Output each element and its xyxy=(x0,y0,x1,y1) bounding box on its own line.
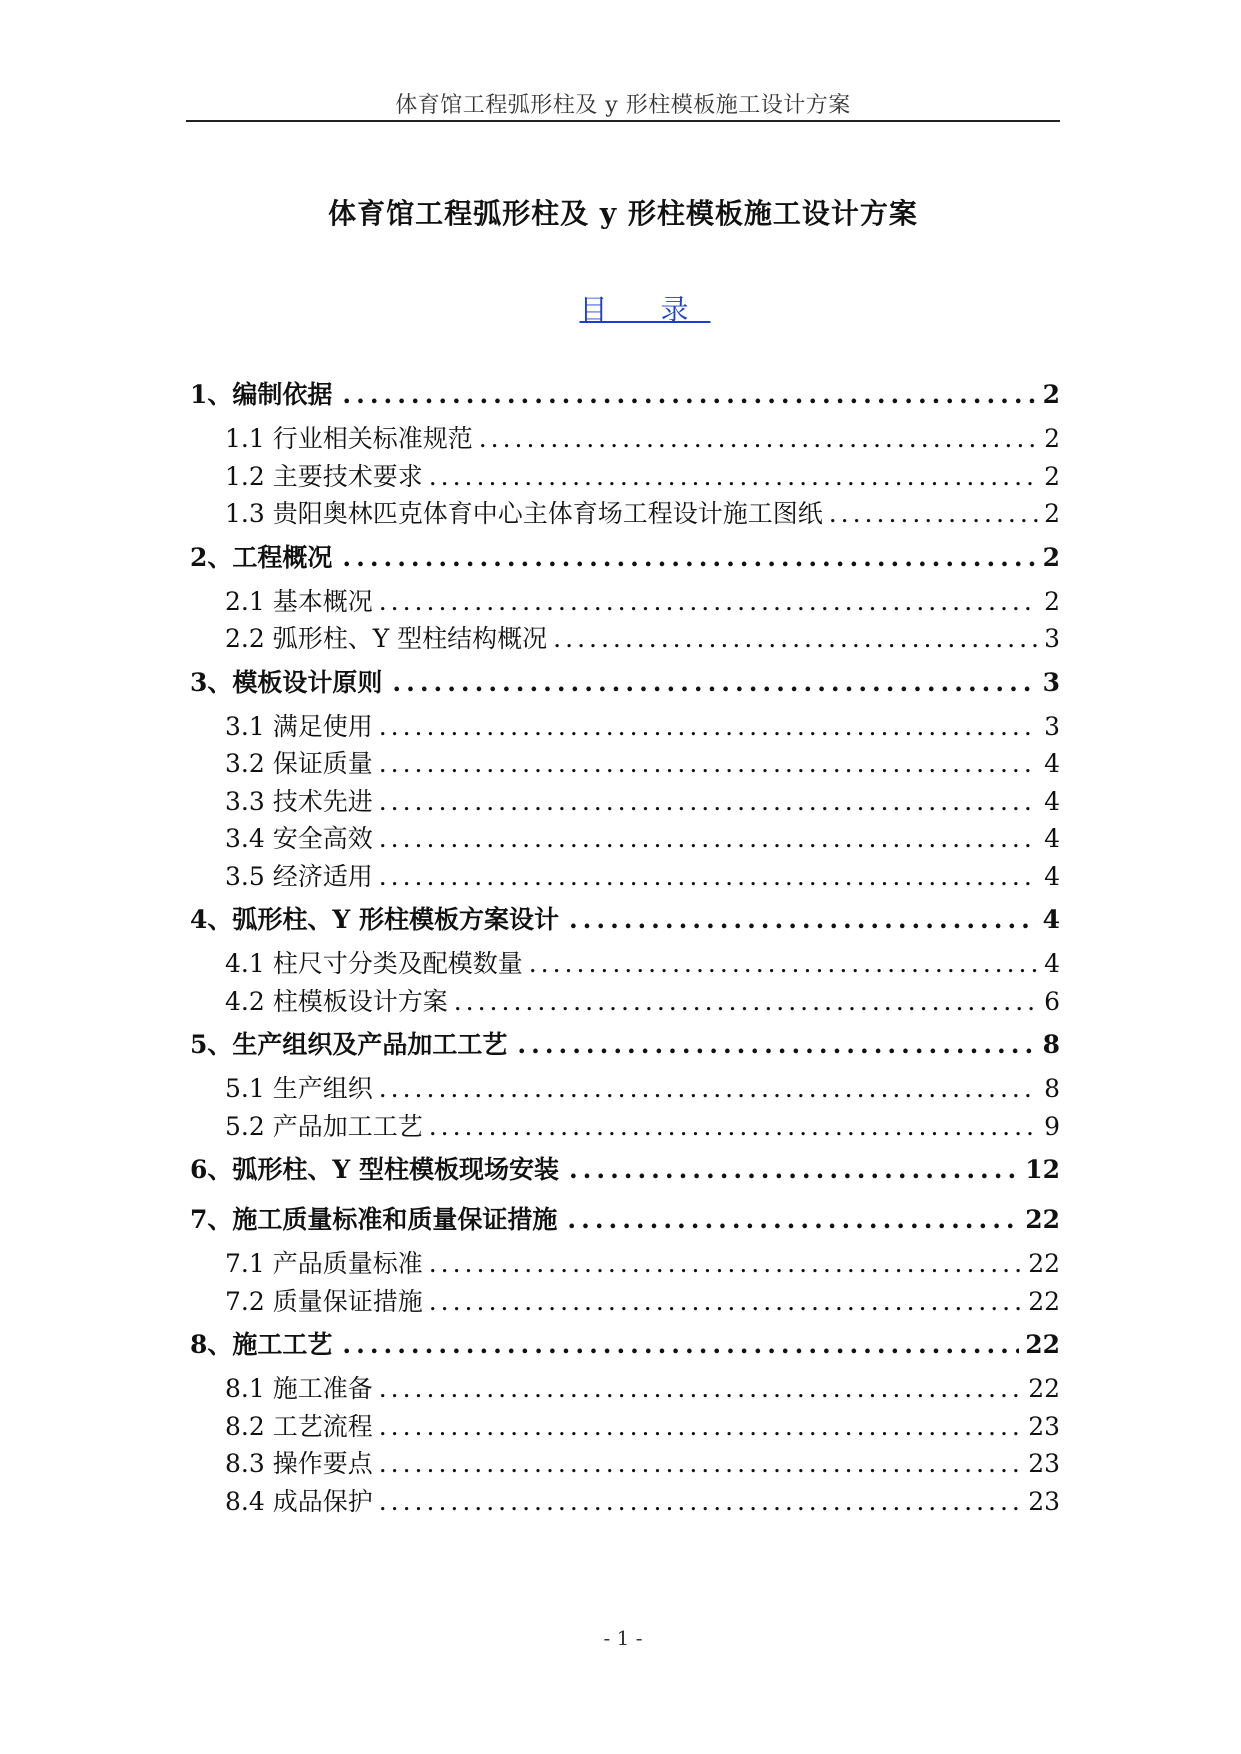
dot-leader xyxy=(342,370,1036,420)
toc-chapter-entry[interactable] xyxy=(186,658,1060,708)
toc-entry-label: 4.2 柱模板设计方案 xyxy=(225,986,448,1016)
toc-entry-label: 7.2 质量保证措施 xyxy=(225,1286,423,1316)
toc-page-number: 4 xyxy=(1044,824,1060,853)
toc-entry-label: 2.1 基本概况 xyxy=(225,586,373,616)
toc-page-number: 23 xyxy=(1028,1449,1060,1478)
toc-page-number: 4 xyxy=(1044,786,1060,816)
toc-chapter-entry[interactable] xyxy=(186,1020,1060,1070)
toc-page-number: 2 xyxy=(1042,542,1060,572)
toc-chapter-entry[interactable] xyxy=(186,1195,1060,1245)
header-rule xyxy=(186,120,1060,122)
dot-leader xyxy=(379,583,1038,621)
table-of-contents xyxy=(186,370,1060,1520)
toc-entry-label: 7.1 产品质量标准 xyxy=(225,1249,423,1278)
toc-page-number: 23 xyxy=(1028,1486,1060,1516)
toc-page-number: 22 xyxy=(1028,1286,1060,1316)
toc-entry-label: 7、施工质量标准和质量保证措施 xyxy=(190,1205,558,1234)
toc-page-number: 3 xyxy=(1042,667,1060,697)
dot-leader xyxy=(379,783,1038,821)
toc-page-number: 9 xyxy=(1044,1111,1060,1141)
toc-entry-label: 3.4 安全高效 xyxy=(225,824,373,853)
toc-page-number: 4 xyxy=(1044,861,1060,891)
dot-leader xyxy=(379,1483,1022,1521)
toc-entry-label: 1.2 主要技术要求 xyxy=(225,461,423,491)
toc-section-entry[interactable] xyxy=(186,783,1060,821)
toc-chapter-entry[interactable] xyxy=(186,370,1060,420)
toc-section-entry[interactable] xyxy=(186,420,1060,458)
dot-leader xyxy=(829,495,1038,533)
toc-page-number: 2 xyxy=(1044,424,1060,453)
toc-entry-label: 5.2 产品加工工艺 xyxy=(225,1111,423,1141)
toc-heading-link[interactable]: 目 录 xyxy=(579,293,711,326)
toc-chapter-entry[interactable] xyxy=(186,1145,1060,1195)
toc-page-number: 4 xyxy=(1044,949,1060,978)
toc-section-entry[interactable] xyxy=(186,583,1060,621)
toc-section-entry[interactable] xyxy=(186,745,1060,783)
toc-page-number: 22 xyxy=(1028,1249,1060,1278)
dot-leader xyxy=(529,945,1038,983)
toc-page-number: 4 xyxy=(1042,905,1060,934)
dot-leader xyxy=(429,1108,1038,1146)
toc-page-number: 8 xyxy=(1044,1074,1060,1103)
dot-leader xyxy=(553,620,1038,658)
dot-leader xyxy=(342,533,1036,583)
dot-leader xyxy=(517,1020,1036,1070)
dot-leader xyxy=(379,1070,1038,1108)
toc-chapter-entry[interactable] xyxy=(186,533,1060,583)
toc-entry-label: 3.2 保证质量 xyxy=(225,749,373,778)
toc-entry-label: 3.1 满足使用 xyxy=(225,711,373,741)
toc-section-entry[interactable] xyxy=(186,1070,1060,1108)
dot-leader xyxy=(569,1145,1019,1195)
toc-page-number: 2 xyxy=(1044,499,1060,528)
toc-entry-label: 8.2 工艺流程 xyxy=(225,1411,373,1441)
dot-leader xyxy=(569,895,1037,945)
dot-leader xyxy=(379,708,1038,746)
toc-entry-label: 3.3 技术先进 xyxy=(225,786,373,816)
toc-entry-label: 6、弧形柱、Y 型柱模板现场安装 xyxy=(190,1155,559,1184)
toc-section-entry[interactable] xyxy=(186,1445,1060,1483)
toc-section-entry[interactable] xyxy=(186,1283,1060,1321)
toc-entry-label: 8.3 操作要点 xyxy=(225,1449,373,1478)
toc-chapter-entry[interactable] xyxy=(186,1320,1060,1370)
toc-section-entry[interactable] xyxy=(186,858,1060,896)
dot-leader xyxy=(392,658,1036,708)
toc-entry-label: 3、模板设计原则 xyxy=(190,667,383,697)
toc-section-entry[interactable] xyxy=(186,1483,1060,1521)
dot-leader xyxy=(379,1370,1022,1408)
running-header: 体育馆工程弧形柱及 y 形柱模板施工设计方案 xyxy=(395,93,851,118)
toc-page-number: 3 xyxy=(1044,711,1060,741)
toc-section-entry[interactable] xyxy=(186,820,1060,858)
toc-entry-label: 4.1 柱尺寸分类及配模数量 xyxy=(225,949,523,978)
toc-page-number: 22 xyxy=(1025,1205,1060,1234)
dot-leader xyxy=(429,458,1038,496)
toc-entry-label: 8、施工工艺 xyxy=(190,1330,333,1359)
toc-page-number: 22 xyxy=(1028,1374,1060,1403)
toc-page-number: 4 xyxy=(1044,749,1060,778)
toc-page-number: 6 xyxy=(1044,986,1060,1016)
dot-leader xyxy=(342,1320,1019,1370)
toc-entry-label: 3.5 经济适用 xyxy=(225,861,373,891)
toc-entry-label: 2.2 弧形柱、Y 型柱结构概况 xyxy=(225,624,548,653)
toc-page-number: 3 xyxy=(1044,624,1060,653)
dot-leader xyxy=(429,1283,1022,1321)
toc-entry-label: 1、编制依据 xyxy=(190,380,333,409)
toc-page-number: 23 xyxy=(1028,1411,1060,1441)
dot-leader xyxy=(379,820,1038,858)
toc-page-number: 12 xyxy=(1025,1155,1060,1184)
toc-entry-label: 8.1 施工准备 xyxy=(225,1374,373,1403)
dot-leader xyxy=(379,745,1038,783)
dot-leader xyxy=(567,1195,1019,1245)
toc-entry-label: 8.4 成品保护 xyxy=(225,1486,373,1516)
dot-leader xyxy=(454,983,1038,1021)
toc-section-entry[interactable] xyxy=(186,945,1060,983)
dot-leader xyxy=(379,1408,1022,1446)
toc-entry-label: 1.1 行业相关标准规范 xyxy=(225,424,473,453)
toc-section-entry[interactable] xyxy=(186,1370,1060,1408)
toc-page-number: 2 xyxy=(1044,461,1060,491)
toc-section-entry[interactable] xyxy=(186,620,1060,658)
toc-entry-label: 4、弧形柱、Y 形柱模板方案设计 xyxy=(190,905,559,934)
toc-section-entry[interactable] xyxy=(186,1408,1060,1446)
dot-leader xyxy=(429,1245,1022,1283)
toc-entry-label: 1.3 贵阳奥林匹克体育中心主体育场工程设计施工图纸 xyxy=(225,499,823,528)
toc-page-number: 8 xyxy=(1042,1030,1060,1059)
toc-entry-label: 5.1 生产组织 xyxy=(225,1074,373,1103)
toc-page-number: 22 xyxy=(1025,1330,1060,1359)
dot-leader xyxy=(379,1445,1022,1483)
toc-section-entry[interactable] xyxy=(186,708,1060,746)
page-number: - 1 - xyxy=(603,1626,643,1650)
toc-page-number: 2 xyxy=(1044,586,1060,616)
dot-leader xyxy=(479,420,1038,458)
toc-section-entry[interactable] xyxy=(186,983,1060,1021)
dot-leader xyxy=(379,858,1038,896)
toc-section-entry[interactable] xyxy=(186,495,1060,533)
toc-entry-label: 5、生产组织及产品加工工艺 xyxy=(190,1030,508,1059)
toc-entry-label: 2、工程概况 xyxy=(190,542,333,572)
toc-section-entry[interactable] xyxy=(186,458,1060,496)
toc-chapter-entry[interactable] xyxy=(186,895,1060,945)
document-title: 体育馆工程弧形柱及 y 形柱模板施工设计方案 xyxy=(328,197,918,230)
toc-section-entry[interactable] xyxy=(186,1108,1060,1146)
toc-section-entry[interactable] xyxy=(186,1245,1060,1283)
toc-page-number: 2 xyxy=(1042,380,1060,409)
